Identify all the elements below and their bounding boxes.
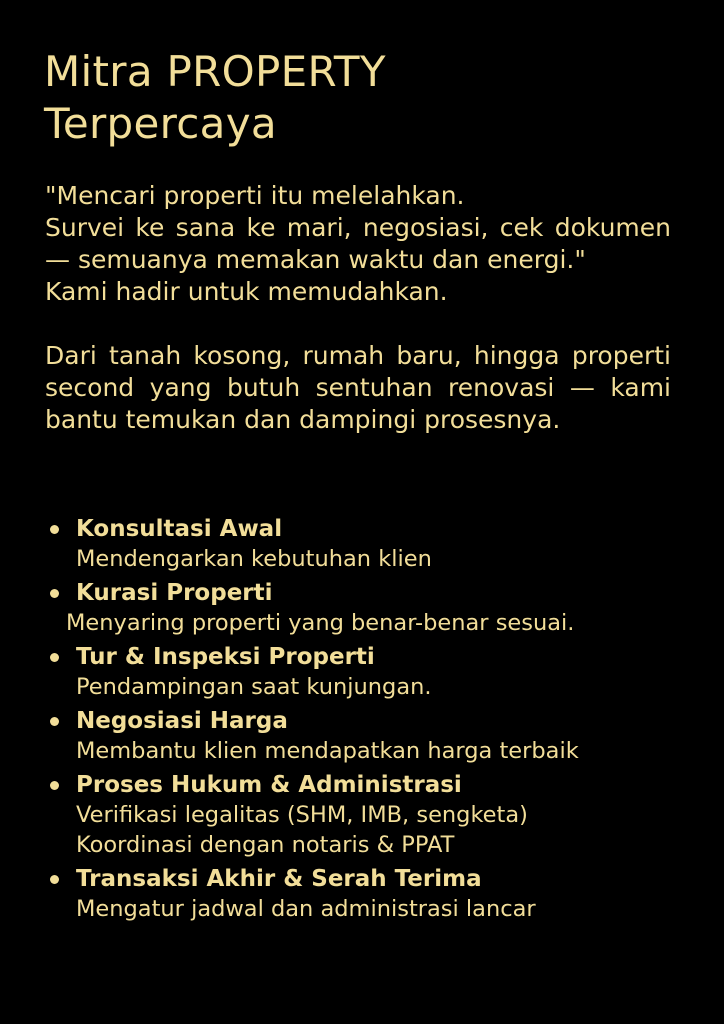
service-description: Membantu klien mendapatkan harga terbaik — [76, 738, 579, 764]
service-item — [48, 770, 688, 860]
bullet-icon — [50, 653, 59, 662]
service-description: Menyaring properti yang benar-benar sesuai. — [66, 610, 575, 636]
bullet-icon — [50, 589, 59, 598]
service-description: Pendampingan saat kunjungan. — [76, 674, 432, 700]
bullet-icon — [50, 781, 59, 790]
service-item — [48, 706, 688, 766]
intro-paragraph-2: Dari tanah kosong, rumah baru, hingga properti second yang butuh sentuhan renovasi — kami bantu temukan dan dampingi prosesnya. — [45, 341, 671, 434]
service-description: Koordinasi dengan notaris & PPAT — [76, 832, 455, 858]
title-line-1: Mitra PROPERTY — [44, 47, 386, 96]
service-title: Negosiasi Harga — [76, 708, 288, 734]
services-list — [48, 514, 688, 928]
service-title: Konsultasi Awal — [76, 516, 283, 542]
service-description: Mengatur jadwal dan administrasi lancar — [76, 896, 536, 922]
bullet-icon — [50, 525, 59, 534]
service-item — [48, 864, 688, 924]
intro-tagline: Kami hadir untuk memudahkan. — [45, 277, 448, 306]
bullet-icon — [50, 875, 59, 884]
title-line-2: Terpercaya — [44, 99, 277, 148]
service-title: Transaksi Akhir & Serah Terima — [76, 866, 482, 892]
service-item — [48, 642, 688, 702]
intro-quote-line-1: "Mencari properti itu melelahkan. — [45, 181, 465, 210]
intro-quote-body: Survei ke sana ke mari, negosiasi, cek dokumen — semuanya memakan waktu dan energi." — [45, 213, 671, 274]
service-title: Tur & Inspeksi Properti — [76, 644, 375, 670]
service-description: Mendengarkan kebutuhan klien — [76, 546, 432, 572]
service-item — [48, 578, 688, 638]
paragraph-gap — [45, 308, 671, 340]
intro-section — [45, 180, 671, 436]
service-description: Verifikasi legalitas (SHM, IMB, sengketa) — [76, 802, 528, 828]
page-title — [44, 46, 684, 150]
service-title: Proses Hukum & Administrasi — [76, 772, 462, 798]
service-title: Kurasi Properti — [76, 580, 273, 606]
bullet-icon — [50, 717, 59, 726]
service-item — [48, 514, 688, 574]
